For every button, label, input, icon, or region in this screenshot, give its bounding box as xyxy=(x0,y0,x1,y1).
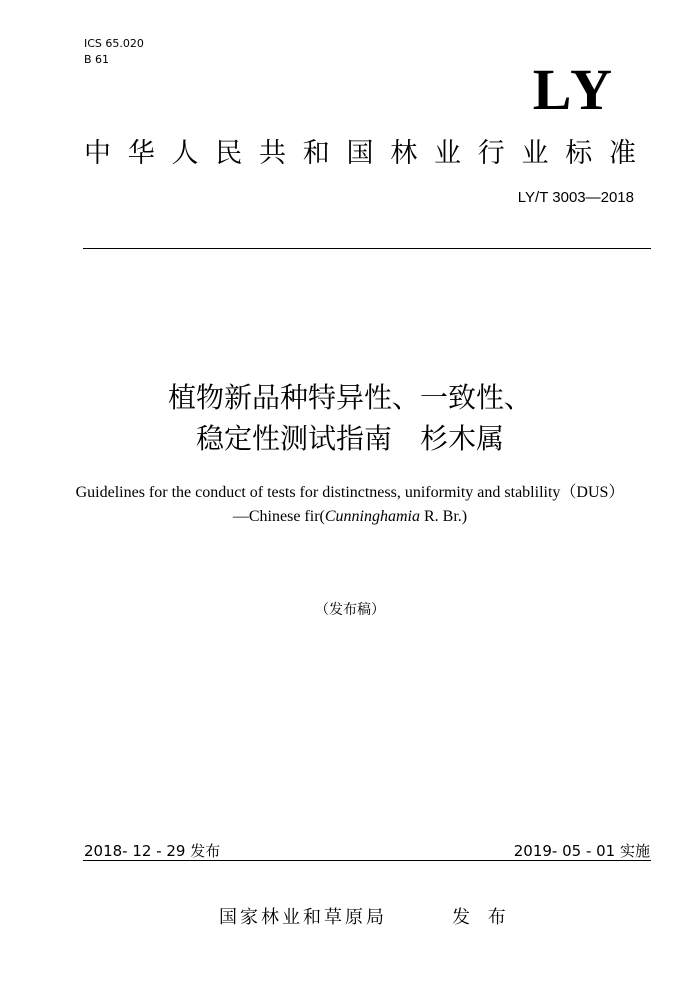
english-title-suffix: R. Br.) xyxy=(419,508,468,525)
chinese-title-line-2: 稳定性测试指南 杉木属 xyxy=(195,422,504,455)
header-divider xyxy=(83,248,651,249)
standard-code: LY/T 3003—2018 xyxy=(517,189,634,206)
implement-date: 2019- 05 - 01 实施 xyxy=(513,842,650,860)
publish-date: 2018- 12 - 29 发布 xyxy=(84,842,221,860)
genus-name: Cunninghamia xyxy=(324,508,420,525)
standard-type-char: 标 xyxy=(565,138,593,169)
footer-divider xyxy=(83,860,651,861)
issue-label: 发 布 xyxy=(452,907,512,928)
standard-type-char: 业 xyxy=(521,138,549,169)
ly-logo: LY xyxy=(532,57,616,122)
english-title-line-1: Guidelines for the conduct of tests for distinctness, uniformity and stablility（DUS） xyxy=(75,484,625,501)
standard-type-char: 华 xyxy=(127,138,155,169)
standard-type-title xyxy=(84,137,636,171)
classification-codes xyxy=(84,36,144,68)
standard-type-char: 中 xyxy=(84,138,111,169)
standard-type-char: 国 xyxy=(346,138,374,169)
standard-type-char: 业 xyxy=(434,138,461,169)
standard-type-char: 人 xyxy=(171,138,199,169)
english-title-prefix: —Chinese fir( xyxy=(232,508,325,525)
draft-status: （发布稿） xyxy=(315,602,385,618)
standard-type-char: 准 xyxy=(609,138,636,169)
standard-type-char: 和 xyxy=(302,138,330,169)
standard-type-char: 民 xyxy=(215,138,243,169)
english-title-line-2 xyxy=(0,505,700,529)
chinese-title-line-1: 植物新品种特异性、一致性、 xyxy=(167,381,532,414)
standard-type-char: 行 xyxy=(477,138,505,169)
ccs-code: B 61 xyxy=(84,53,110,66)
standard-type-char: 共 xyxy=(259,138,286,169)
issuing-authority: 国家林业和草原局 xyxy=(219,907,387,928)
standard-type-char: 林 xyxy=(390,138,418,169)
ics-code: ICS 65.020 xyxy=(84,37,144,50)
